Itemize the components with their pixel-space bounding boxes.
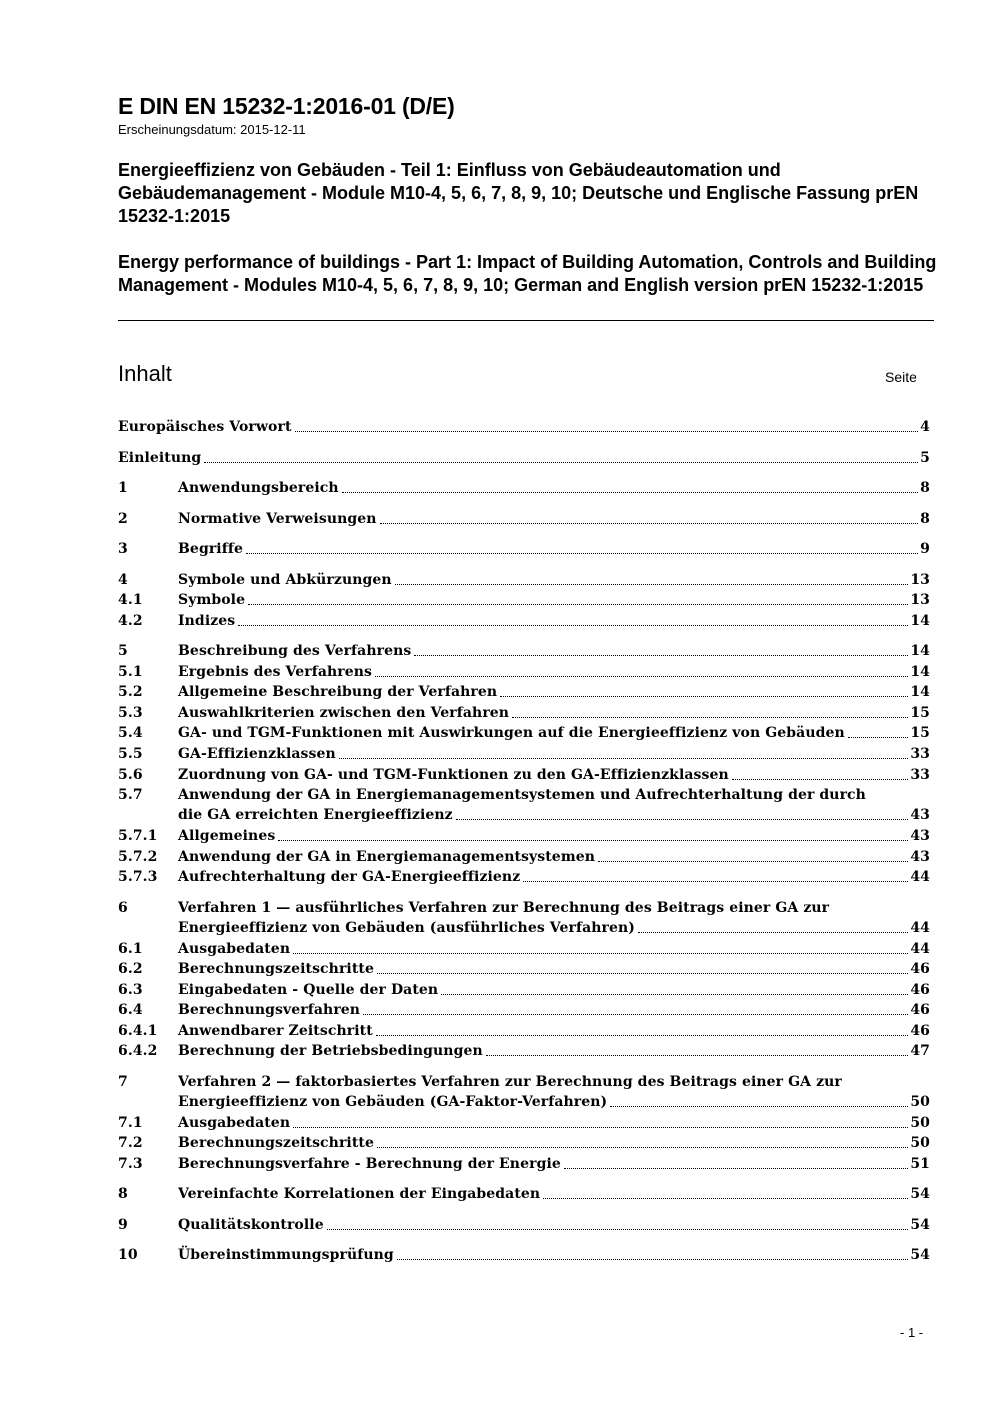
dot-leader xyxy=(375,676,908,677)
toc-entry-title: Energieeffizienz von Gebäuden (ausführliches Verfahren) xyxy=(178,920,636,936)
toc-entry-page: 44 xyxy=(910,869,930,885)
dot-leader xyxy=(278,840,908,841)
toc-entry-title: die GA erreichten Energieeffizienz xyxy=(178,807,453,823)
toc-entry-page: 44 xyxy=(910,941,930,957)
toc-entry-number: 5.7.2 xyxy=(118,849,158,865)
dot-leader xyxy=(238,625,908,626)
dot-leader xyxy=(376,1035,909,1036)
toc-entry-page: 46 xyxy=(910,1023,930,1039)
toc-entry-title: Europäisches Vorwort xyxy=(118,419,292,435)
toc-entry-number: 3 xyxy=(118,541,128,557)
dot-leader xyxy=(848,737,909,738)
dot-leader xyxy=(342,492,918,493)
toc-entry-number: 6.2 xyxy=(118,961,143,977)
toc-entry-number: 5.3 xyxy=(118,705,143,721)
toc-entry-number: 7 xyxy=(118,1074,128,1090)
toc-entry-number: 6.4.1 xyxy=(118,1023,158,1039)
toc-entry-page: 9 xyxy=(920,541,930,557)
toc-entry-page: 15 xyxy=(910,725,930,741)
toc-entry-page: 5 xyxy=(920,450,930,466)
toc-entry-page: 46 xyxy=(910,982,930,998)
toc-entry-title: Energieeffizienz von Gebäuden (GA-Faktor-Verfahren) xyxy=(178,1094,608,1110)
toc-entry-page: 33 xyxy=(910,767,930,783)
dot-leader xyxy=(397,1259,908,1260)
toc-entry-title: Berechnung der Betriebsbedingungen xyxy=(178,1043,483,1059)
toc-entry-page: 14 xyxy=(910,613,930,629)
toc-heading: Inhalt xyxy=(118,361,172,386)
toc-entry-number: 5.6 xyxy=(118,767,143,783)
toc-entry-page: 8 xyxy=(920,511,930,527)
toc-entry-title-line: Anwendung der GA in Energiemanagementsystemen und Aufrechterhaltung der durch xyxy=(178,787,866,803)
dot-leader xyxy=(523,881,908,882)
toc-entry-title: Qualitätskontrolle xyxy=(178,1217,324,1233)
toc-entry-number: 2 xyxy=(118,511,128,527)
toc-entry-page: 43 xyxy=(910,849,930,865)
toc-entry-title: Zuordnung von GA- und TGM-Funktionen zu den GA-Effizienzklassen xyxy=(178,767,729,783)
toc-entry-number: 4.2 xyxy=(118,613,143,629)
toc-entry-title-line: Verfahren 2 — faktorbasiertes Verfahren zur Berechnung des Beitrags einer GA zur xyxy=(178,1074,842,1090)
dot-leader xyxy=(486,1055,909,1056)
dot-leader xyxy=(638,932,908,933)
toc-entry-title: Berechnungsverfahre - Berechnung der Energie xyxy=(178,1156,561,1172)
title-english: Energy performance of buildings - Part 1: Impact of Building Automation, Controls and Building Management - Modules M10-4, 5, 6, 7, 8, 9, 10; German and English version prEN 15232-1:2015 xyxy=(118,252,937,295)
toc-entry-page: 50 xyxy=(910,1094,930,1110)
toc-entry-page: 8 xyxy=(920,480,930,496)
toc-entry-number: 5.7 xyxy=(118,787,143,803)
dot-leader xyxy=(456,819,909,820)
toc-entry-title: GA-Effizienzklassen xyxy=(178,746,336,762)
toc-entry-title: Symbole und Abkürzungen xyxy=(178,572,392,588)
dot-leader xyxy=(598,861,908,862)
dot-leader xyxy=(512,717,908,718)
toc-entry-number: 10 xyxy=(118,1247,138,1263)
toc-entry-number: 6 xyxy=(118,900,128,916)
toc-entry-title: Einleitung xyxy=(118,450,202,466)
dot-leader xyxy=(380,523,919,524)
toc-entry-title: Allgemeine Beschreibung der Verfahren xyxy=(178,684,498,700)
toc-entry-title: Berechnungszeitschritte xyxy=(178,961,374,977)
toc-entry-title: GA- und TGM-Funktionen mit Auswirkungen auf die Energieeffizienz von Gebäuden xyxy=(178,725,845,741)
toc-entry-page: 33 xyxy=(910,746,930,762)
toc-entry-number: 7.1 xyxy=(118,1115,143,1131)
dot-leader xyxy=(295,431,919,432)
toc-entry-title: Anwendung der GA in Energiemanagementsystemen xyxy=(178,849,596,865)
toc-entry-title: Übereinstimmungsprüfung xyxy=(178,1247,394,1263)
toc-entry-title: Vereinfachte Korrelationen der Eingabedaten xyxy=(178,1186,541,1202)
toc-entry-page: 14 xyxy=(910,664,930,680)
dot-leader xyxy=(610,1106,908,1107)
toc-entry-title: Normative Verweisungen xyxy=(178,511,377,527)
toc-entry-page: 43 xyxy=(910,807,930,823)
dot-leader xyxy=(339,758,909,759)
toc-entry-number: 4.1 xyxy=(118,592,143,608)
toc-entry-number: 5.7.1 xyxy=(118,828,158,844)
toc-entry-page: 46 xyxy=(910,1002,930,1018)
toc-entry-title: Indizes xyxy=(178,613,236,629)
toc-entry-title-line: Verfahren 1 — ausführliches Verfahren zur Berechnung des Beitrags einer GA zur xyxy=(178,900,830,916)
issue-date: Erscheinungsdatum: 2015-12-11 xyxy=(118,122,306,137)
toc-entry-title: Ergebnis des Verfahrens xyxy=(178,664,373,680)
dot-leader xyxy=(543,1198,908,1199)
dot-leader xyxy=(500,696,908,697)
dot-leader xyxy=(377,1147,908,1148)
dot-leader xyxy=(564,1168,908,1169)
toc-entry-number: 5.5 xyxy=(118,746,143,762)
toc-entry-page: 54 xyxy=(910,1217,930,1233)
title-german: Energieeffizienz von Gebäuden - Teil 1: Einfluss von Gebäudeautomation und Gebäudemanagement - Module M10-4, 5, 6, 7, 8, 9, 10; Deutsche und Englische Fassung prEN 15232-1:2015 xyxy=(118,160,919,226)
dot-leader xyxy=(246,553,918,554)
toc-entry-number: 6.4 xyxy=(118,1002,143,1018)
toc-entry-number: 1 xyxy=(118,480,128,496)
toc-entry-number: 5.4 xyxy=(118,725,143,741)
toc-entry-page: 14 xyxy=(910,684,930,700)
toc-entry-number: 9 xyxy=(118,1217,128,1233)
dot-leader xyxy=(732,779,909,780)
toc-entry-page: 13 xyxy=(910,572,930,588)
toc-entry-number: 6.1 xyxy=(118,941,143,957)
dot-leader xyxy=(363,1014,908,1015)
toc-entry-page: 13 xyxy=(910,592,930,608)
dot-leader xyxy=(293,953,908,954)
toc-entry-number: 5.7.3 xyxy=(118,869,158,885)
dot-leader xyxy=(327,1229,909,1230)
toc-entry-page: 44 xyxy=(910,920,930,936)
dot-leader xyxy=(414,655,908,656)
toc-entry-number: 7.3 xyxy=(118,1156,143,1172)
toc-entry-title: Anwendbarer Zeitschritt xyxy=(178,1023,373,1039)
toc-entry-title: Begriffe xyxy=(178,541,243,557)
toc-entry-title: Allgemeines xyxy=(178,828,276,844)
toc-page-column-heading: Seite xyxy=(885,369,917,385)
dot-leader xyxy=(441,994,908,995)
toc-entry-page: 50 xyxy=(910,1135,930,1151)
toc-entry-number: 7.2 xyxy=(118,1135,143,1151)
dot-leader xyxy=(248,604,908,605)
toc-entry-title: Auswahlkriterien zwischen den Verfahren xyxy=(178,705,510,721)
document-id: E DIN EN 15232-1:2016-01 (D/E) xyxy=(118,93,455,119)
toc-entry-title: Anwendungsbereich xyxy=(178,480,339,496)
dot-leader xyxy=(395,584,909,585)
toc-entry-title: Ausgabedaten xyxy=(178,941,291,957)
toc-entry-number: 5.1 xyxy=(118,664,143,680)
toc-entry-title: Eingabedaten - Quelle der Daten xyxy=(178,982,439,998)
toc-entry-page: 15 xyxy=(910,705,930,721)
toc-entry-page: 51 xyxy=(910,1156,930,1172)
toc-entry-title: Berechnungszeitschritte xyxy=(178,1135,374,1151)
toc-entry-title: Beschreibung des Verfahrens xyxy=(178,643,412,659)
toc-entry-page: 4 xyxy=(920,419,930,435)
toc-entry-number: 5 xyxy=(118,643,128,659)
toc-entry-page: 54 xyxy=(910,1247,930,1263)
toc-entry-page: 50 xyxy=(910,1115,930,1131)
toc-entry-page: 14 xyxy=(910,643,930,659)
toc-entry-number: 6.3 xyxy=(118,982,143,998)
dot-leader xyxy=(293,1127,908,1128)
toc-entry-page: 43 xyxy=(910,828,930,844)
toc-entry-page: 46 xyxy=(910,961,930,977)
toc-entry-title: Symbole xyxy=(178,592,246,608)
toc-entry-title: Berechnungsverfahren xyxy=(178,1002,361,1018)
dot-leader xyxy=(204,462,918,463)
toc-entry-number: 6.4.2 xyxy=(118,1043,158,1059)
footer-page-number: - 1 - xyxy=(900,1325,924,1340)
toc-entry-title: Ausgabedaten xyxy=(178,1115,291,1131)
toc-entry-number: 5.2 xyxy=(118,684,143,700)
toc-entry-page: 54 xyxy=(910,1186,930,1202)
toc-entry-title: Aufrechterhaltung der GA-Energieeffizienz xyxy=(178,869,521,885)
toc-entry-page: 47 xyxy=(910,1043,930,1059)
toc-entry-number: 4 xyxy=(118,572,128,588)
dot-leader xyxy=(377,973,908,974)
toc-entry-number: 8 xyxy=(118,1186,128,1202)
title-divider xyxy=(118,320,934,321)
